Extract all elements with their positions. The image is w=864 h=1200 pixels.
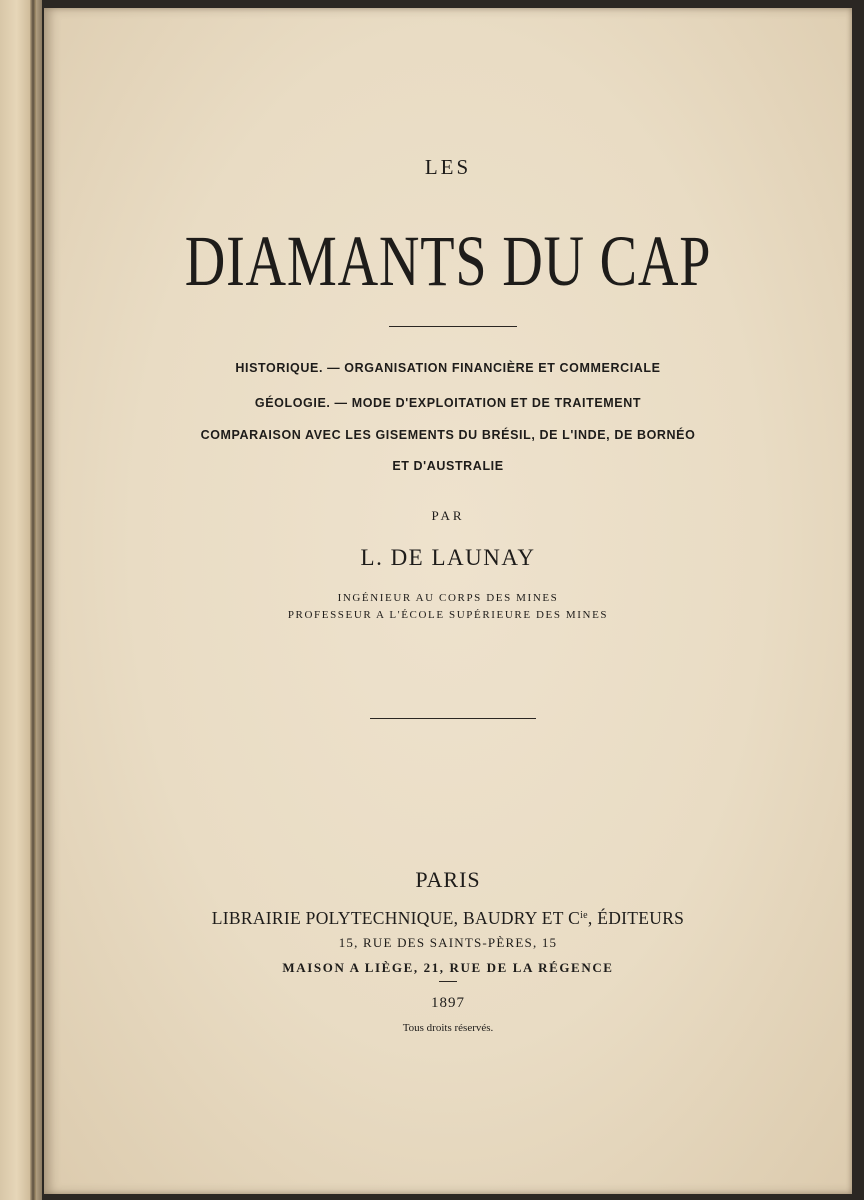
rights-notice: Tous droits réservés. bbox=[402, 1022, 494, 1034]
publisher-branch: MAISON A LIÈGE, 21, RUE DE LA RÉGENCE bbox=[282, 960, 614, 975]
by-line: PAR bbox=[431, 508, 465, 523]
subtitle-line: ET D'AUSTRALIE bbox=[392, 459, 504, 473]
pre-title: LES bbox=[424, 155, 472, 179]
author-name: L. DE LAUNAY bbox=[360, 545, 536, 570]
title-page bbox=[44, 8, 852, 1194]
book-title: DIAMANTS DU CAP bbox=[184, 221, 712, 301]
section-divider bbox=[370, 718, 536, 719]
publication-city: PARIS bbox=[415, 867, 481, 892]
subtitle-line: COMPARAISON AVEC LES GISEMENTS DU BRÉSIL, DE L'INDE, DE BORNÉO bbox=[200, 428, 696, 442]
publication-year: 1897 bbox=[431, 995, 465, 1011]
publisher-abbrev-sup: ie bbox=[580, 910, 588, 921]
subtitle-line: HISTORIQUE. — ORGANISATION FINANCIÈRE ET COMMERCIALE bbox=[235, 361, 661, 375]
small-divider bbox=[439, 981, 457, 982]
publisher-name: LIBRAIRIE POLYTECHNIQUE, BAUDRY ET C bbox=[211, 908, 581, 928]
publisher bbox=[44, 908, 852, 929]
title-divider bbox=[389, 326, 517, 327]
author-credential: PROFESSEUR A L'ÉCOLE SUPÉRIEURE DES MINES bbox=[287, 609, 609, 621]
publisher-address: 15, RUE DES SAINTS-PÈRES, 15 bbox=[338, 935, 558, 950]
author-credential: INGÉNIEUR AU CORPS DES MINES bbox=[337, 592, 559, 604]
subtitle-line: GÉOLOGIE. — MODE D'EXPLOITATION ET DE TRAITEMENT bbox=[254, 396, 642, 410]
publisher-role: , ÉDITEURS bbox=[587, 908, 685, 928]
binding-edge bbox=[30, 0, 36, 1200]
